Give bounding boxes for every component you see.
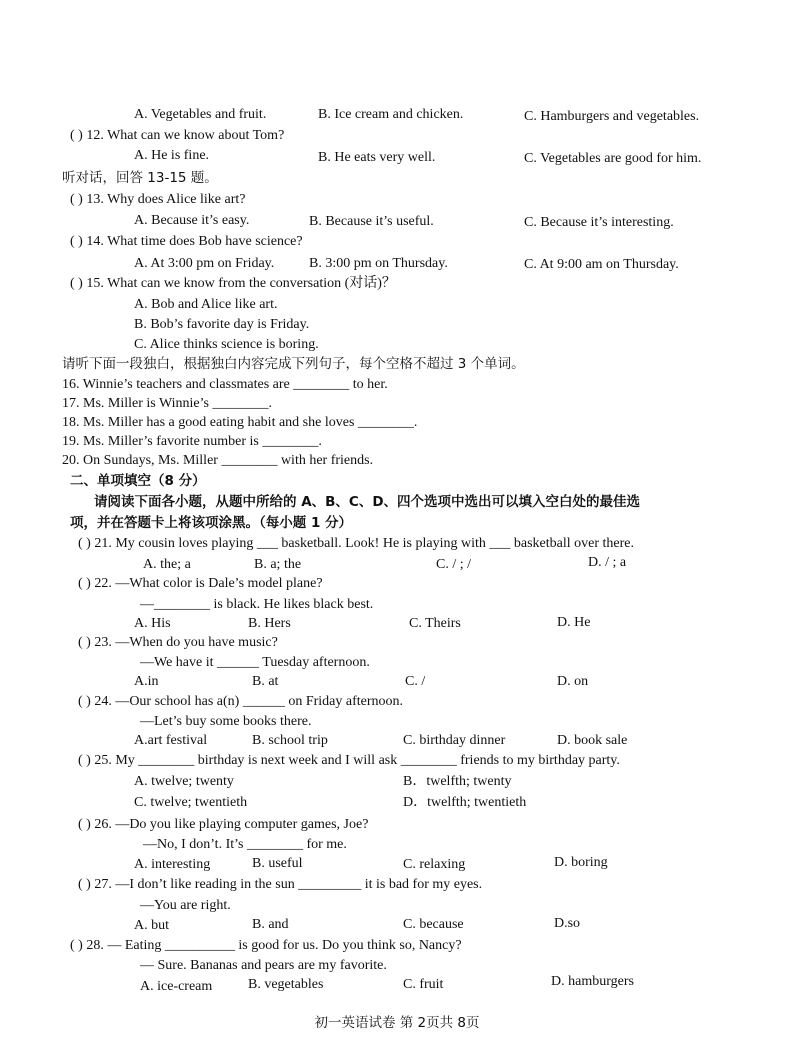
q24-option-c: C. birthday dinner: [403, 733, 506, 748]
question-22: ( ) 22. —What color is Dale’s model plane?: [78, 576, 323, 591]
question-24: ( ) 24. —Our school has a(n) ______ on Friday afternoon.: [78, 694, 404, 709]
section-2-heading: 二、单项填空（8 分）: [70, 473, 206, 489]
q12-option-a: A. He is fine.: [134, 148, 210, 163]
q21-option-c: C. / ; /: [436, 557, 472, 572]
q23-option-b: B. at: [252, 674, 279, 689]
q15-option-c: C. Alice thinks science is boring.: [134, 337, 319, 352]
q27-option-b: B. and: [252, 917, 289, 932]
q24-option-d: D. book sale: [557, 733, 628, 748]
q15-option-a: A. Bob and Alice like art.: [134, 297, 278, 312]
q27-option-d: D.so: [554, 916, 581, 931]
q25-option-c: C. twelve; twentieth: [134, 795, 248, 810]
q22-option-c: C. Theirs: [409, 616, 461, 631]
question-12: ( ) 12. What can we know about Tom?: [70, 128, 285, 143]
question-18: 18. Ms. Miller has a good eating habit and she loves ________.: [62, 415, 418, 430]
question-27: ( ) 27. —I don’t like reading in the sun _________ it is bad for my eyes.: [78, 877, 483, 892]
q25-option-d: D．twelfth; twentieth: [403, 795, 527, 810]
question-13: ( ) 13. Why does Alice like art?: [70, 192, 246, 207]
q22-option-b: B. Hers: [248, 616, 291, 631]
section-2-instruction-line1: 请阅读下面各小题，从题中所给的 A、B、C、D、四个选项中选出可以填入空白处的最佳选: [94, 494, 641, 510]
q23-option-a: A.in: [134, 674, 159, 689]
q24-option-b: B. school trip: [252, 733, 328, 748]
question-28-line2: — Sure. Bananas and pears are my favorite.: [140, 958, 387, 973]
q21-option-d: D. / ; a: [588, 555, 627, 570]
question-28: ( ) 28. — Eating __________ is good for us. Do you think so, Nancy?: [70, 938, 462, 953]
question-23-line2: —We have it ______ Tuesday afternoon.: [140, 655, 370, 670]
q27-option-c: C. because: [403, 917, 464, 932]
q13-option-b: B. Because it’s useful.: [309, 214, 434, 229]
q11-option-b: B. Ice cream and chicken.: [318, 107, 464, 122]
page-footer: 初一英语试卷 第 2页共 8页: [314, 1015, 480, 1031]
question-25: ( ) 25. My ________ birthday is next week and I will ask ________ friends to my birthday party.: [78, 753, 620, 768]
q24-option-a: A.art festival: [134, 733, 208, 748]
question-20: 20. On Sundays, Ms. Miller ________ with her friends.: [62, 453, 374, 468]
q26-option-b: B. useful: [252, 856, 303, 871]
q23-option-d: D. on: [557, 674, 589, 689]
q25-option-b: B．twelfth; twenty: [403, 774, 512, 789]
q22-option-a: A. His: [134, 616, 171, 631]
q26-option-a: A. interesting: [134, 857, 211, 872]
q26-option-d: D. boring: [554, 855, 608, 870]
q27-option-a: A. but: [134, 918, 169, 933]
section-2-instruction-line2: 项，并在答题卡上将该项涂黑。（每小题 1 分）: [70, 515, 353, 531]
q12-option-b: B. He eats very well.: [318, 150, 436, 165]
q23-option-c: C. /: [405, 674, 426, 689]
q26-option-c: C. relaxing: [403, 857, 466, 872]
question-26: ( ) 26. —Do you like playing computer games, Joe?: [78, 817, 369, 832]
question-16: 16. Winnie’s teachers and classmates are ________ to her.: [62, 377, 388, 392]
q14-option-b: B. 3:00 pm on Thursday.: [309, 256, 448, 271]
q13-option-a: A. Because it’s easy.: [134, 213, 250, 228]
question-22-line2: —________ is black. He likes black best.: [140, 597, 374, 612]
question-27-line2: —You are right.: [140, 898, 231, 913]
q11-option-c: C. Hamburgers and vegetables.: [524, 109, 700, 124]
listening-instruction-13-15: 听对话，回答 13-15 题。: [62, 170, 218, 186]
monologue-instruction: 请听下面一段独白，根据独白内容完成下列句子，每个空格不超过 3 个单词。: [62, 356, 525, 372]
q28-option-a: A. ice-cream: [140, 979, 213, 994]
q21-option-a: A. the; a: [143, 557, 191, 572]
question-21: ( ) 21. My cousin loves playing ___ basketball. Look! He is playing with ___ basketball over there.: [78, 536, 635, 551]
question-19: 19. Ms. Miller’s favorite number is ________.: [62, 434, 322, 449]
q28-option-b: B. vegetables: [248, 977, 324, 992]
question-14: ( ) 14. What time does Bob have science?: [70, 234, 303, 249]
question-24-line2: —Let’s buy some books there.: [140, 714, 312, 729]
q15-option-b: B. Bob’s favorite day is Friday.: [134, 317, 310, 332]
question-23: ( ) 23. —When do you have music?: [78, 635, 278, 650]
q28-option-c: C. fruit: [403, 977, 444, 992]
question-26-line2: —No, I don’t. It’s ________ for me.: [143, 837, 347, 852]
question-15: ( ) 15. What can we know from the conversation (对话)？: [70, 276, 396, 291]
q12-option-c: C. Vegetables are good for him.: [524, 151, 702, 166]
q28-option-d: D. hamburgers: [551, 974, 634, 989]
q25-option-a: A. twelve; twenty: [134, 774, 234, 789]
question-17: 17. Ms. Miller is Winnie’s ________.: [62, 396, 272, 411]
q13-option-c: C. Because it’s interesting.: [524, 215, 674, 230]
q22-option-d: D. He: [557, 615, 591, 630]
q14-option-c: C. At 9:00 am on Thursday.: [524, 257, 679, 272]
q21-option-b: B. a; the: [254, 557, 302, 572]
q14-option-a: A. At 3:00 pm on Friday.: [134, 256, 275, 271]
q11-option-a: A. Vegetables and fruit.: [134, 107, 267, 122]
